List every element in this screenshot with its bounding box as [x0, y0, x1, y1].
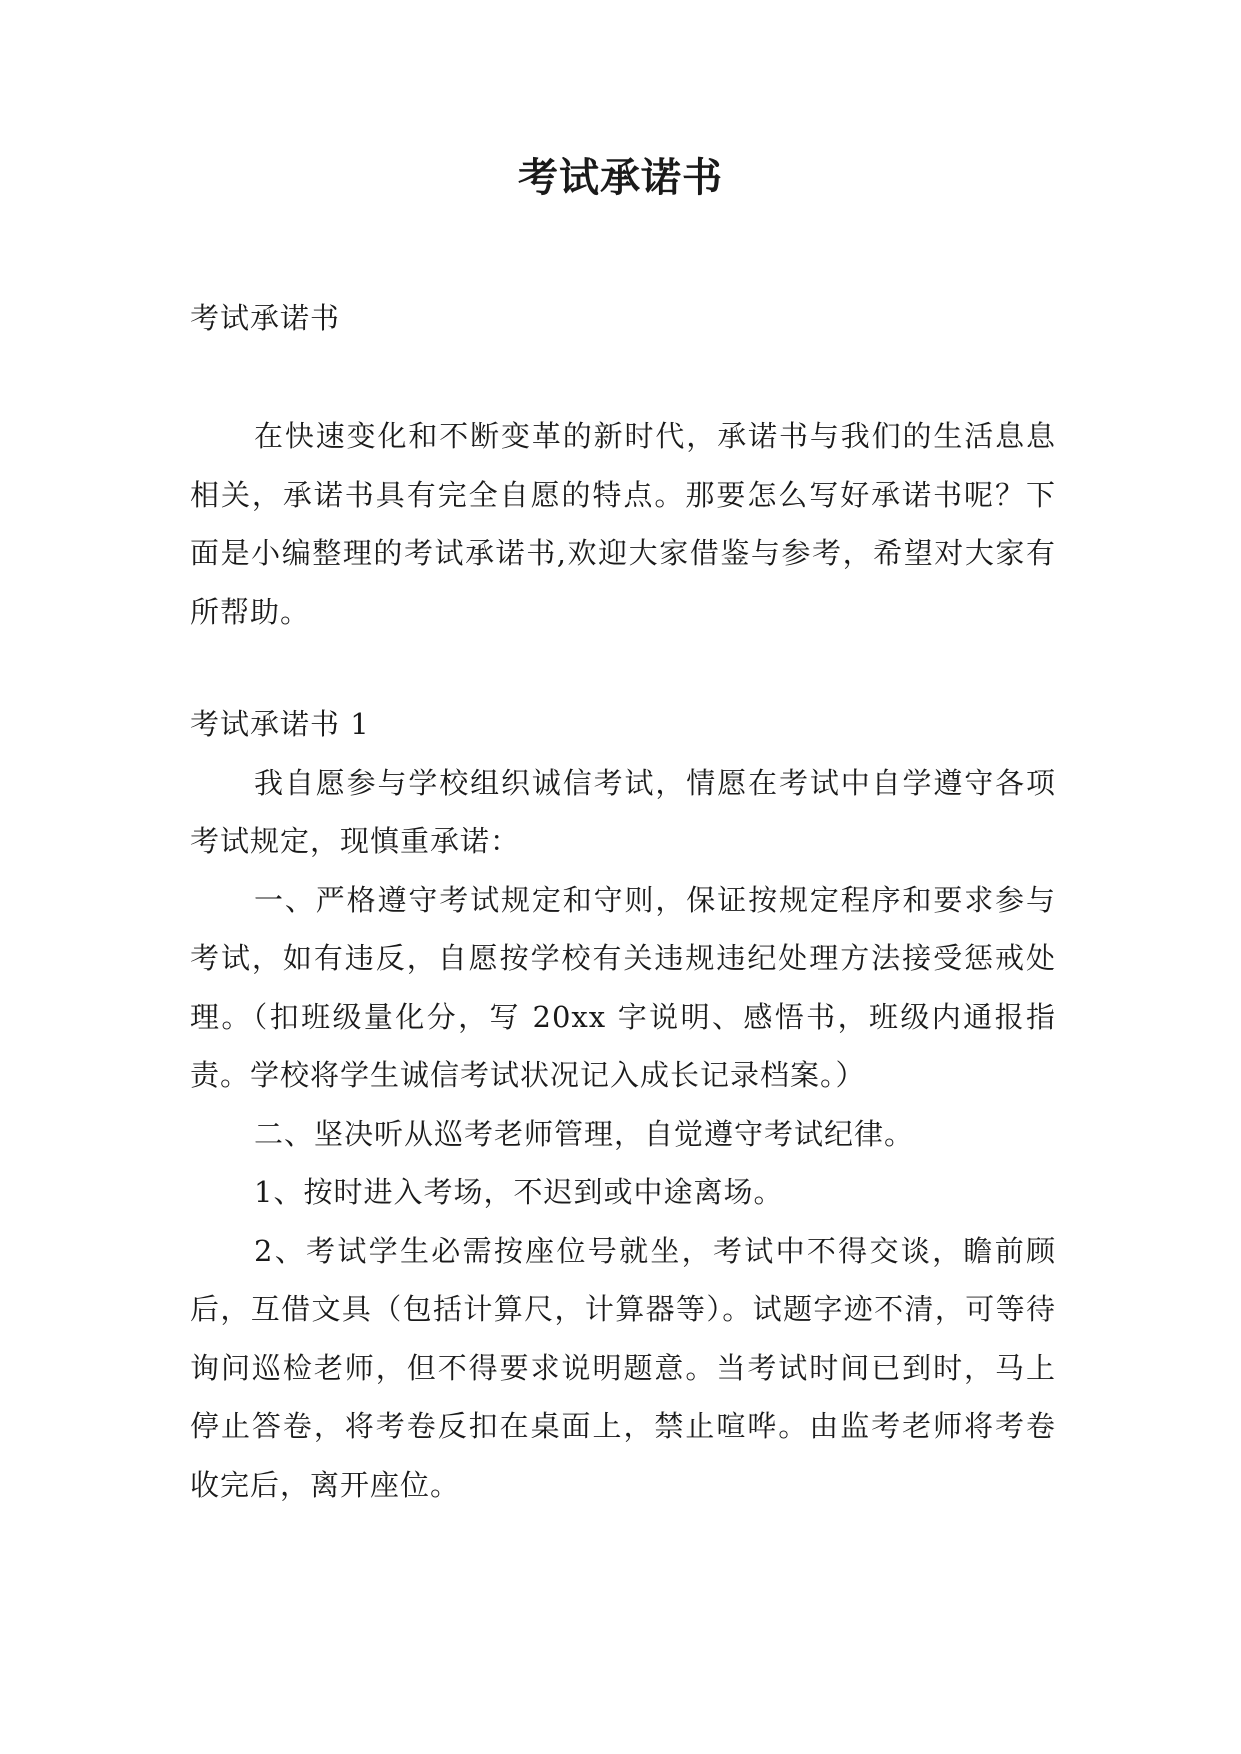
body-paragraph: 我自愿参与学校组织诚信考试，情愿在考试中自学遵守各项考试规定，现慎重承诺： [190, 765, 1056, 858]
intro-paragraph: 在快速变化和不断变革的新时代，承诺书与我们的生活息息相关，承诺书具有完全自愿的特点。那要怎么写好承诺书呢？下面是小编整理的考试承诺书,欢迎大家借鉴与参考，希望对大家有所帮助。 [190, 419, 1056, 629]
document-title: 考试承诺书 [518, 154, 723, 201]
document-subtitle: 考试承诺书 [190, 301, 341, 335]
section-heading: 考试承诺书 1 [190, 707, 370, 741]
document-subtitle-block [190, 289, 1056, 348]
body-paragraph: 一、严格遵守考试规定和守则，保证按规定程序和要求参与考试，如有违反，自愿按学校有关违规违纪处理方法接受惩戒处理。（扣班级量化分，写 20xx 字说明、感悟书，班级内通报指责。学校将学生诚信考试状况记入成长记录档案。） [190, 882, 1056, 1092]
body-block [190, 695, 1056, 1514]
body-paragraph: 二、坚决听从巡考老师管理，自觉遵守考试纪律。 [254, 1116, 915, 1151]
body-paragraph: 2、考试学生必需按座位号就坐，考试中不得交谈，瞻前顾后，互借文具（包括计算尺，计算器等）。试题字迹不清，可等待询问巡检老师，但不得要求说明题意。当考试时间已到时，马上停止答卷，将考卷反扣在桌面上，禁止喧哗。由监考老师将考卷收完后，离开座位。 [190, 1233, 1056, 1502]
body-paragraph: 1、按时进入考场，不迟到或中途离场。 [254, 1175, 784, 1209]
intro-block [190, 407, 1056, 641]
